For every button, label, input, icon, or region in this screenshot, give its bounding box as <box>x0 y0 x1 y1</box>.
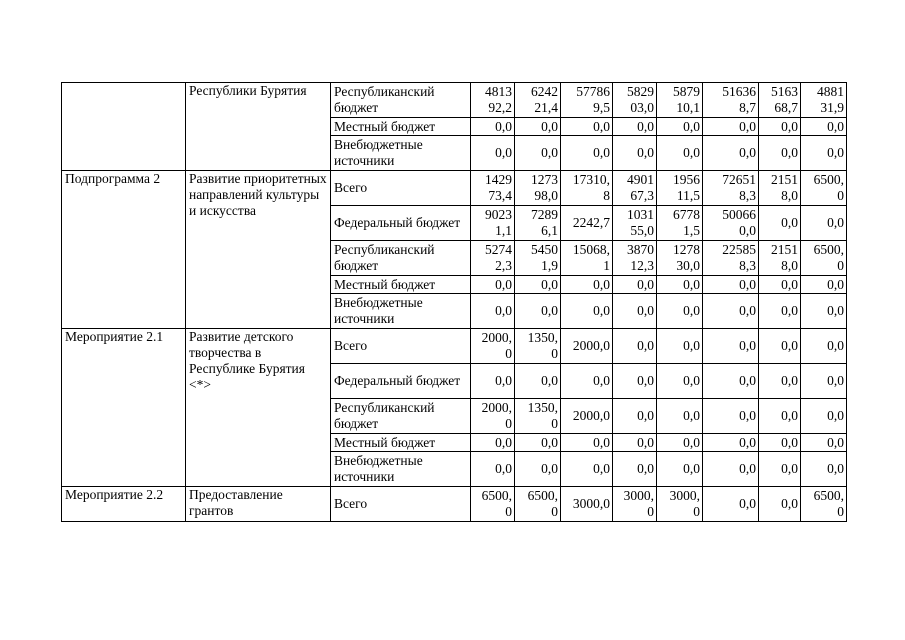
value-line: 98,0 <box>534 188 558 203</box>
table-row <box>62 487 847 522</box>
value-line: 5829 <box>627 84 654 99</box>
value-cell: 0,0 <box>561 452 613 487</box>
value-cell <box>613 83 657 118</box>
value-line: 1,1 <box>495 223 512 238</box>
value-cell: 2000,0 <box>561 399 613 434</box>
value-cell: 0,0 <box>703 452 759 487</box>
value-cell: 0,0 <box>613 434 657 452</box>
value-line: 0 <box>551 504 558 519</box>
value-cell: 0,0 <box>515 364 561 399</box>
value-line: 3000, <box>669 488 700 503</box>
value-cell: 0,0 <box>471 118 515 136</box>
value-cell: 0,0 <box>801 136 847 171</box>
value-cell: 0,0 <box>703 294 759 329</box>
value-line: 4881 <box>817 84 844 99</box>
value-line: 6,1 <box>541 223 558 238</box>
value-cell <box>471 171 515 206</box>
value-line: 0 <box>551 416 558 431</box>
value-cell <box>471 83 515 118</box>
value-cell: 0,0 <box>703 399 759 434</box>
value-line: 8,3 <box>739 258 756 273</box>
value-cell <box>613 171 657 206</box>
value-line: 17310, <box>572 172 610 187</box>
value-cell: 0,0 <box>561 294 613 329</box>
value-cell <box>471 241 515 276</box>
value-line: 0,0 <box>739 223 756 238</box>
value-cell: 0,0 <box>801 276 847 294</box>
value-cell <box>657 487 703 522</box>
value-cell <box>657 83 703 118</box>
value-cell: 0,0 <box>801 399 847 434</box>
value-cell: 0,0 <box>561 364 613 399</box>
value-cell: 0,0 <box>561 136 613 171</box>
value-line: 0 <box>505 504 512 519</box>
value-cell: 0,0 <box>613 118 657 136</box>
value-cell: 0,0 <box>759 452 801 487</box>
value-line: 6242 <box>531 84 558 99</box>
value-line: 1,9 <box>541 258 558 273</box>
value-line: 22585 <box>722 242 756 257</box>
value-cell: 0,0 <box>703 434 759 452</box>
value-cell <box>515 206 561 241</box>
value-cell: 0,0 <box>703 329 759 364</box>
value-cell: 0,0 <box>657 329 703 364</box>
value-cell: 0,0 <box>515 276 561 294</box>
value-line: 1273 <box>531 172 558 187</box>
value-cell: 0,0 <box>801 452 847 487</box>
value-line: 0 <box>837 188 844 203</box>
value-cell: 0,0 <box>515 118 561 136</box>
value-line: 1278 <box>673 242 700 257</box>
value-cell: 0,0 <box>613 136 657 171</box>
budget-table <box>61 82 847 522</box>
value-line: 2151 <box>771 242 798 257</box>
value-line: 5274 <box>485 242 512 257</box>
value-line: 9023 <box>485 207 512 222</box>
value-cell: 0,0 <box>657 452 703 487</box>
value-cell <box>515 171 561 206</box>
value-line: 21,4 <box>534 100 558 115</box>
table-row <box>62 171 847 206</box>
value-cell: 0,0 <box>561 434 613 452</box>
value-cell: 0,0 <box>515 434 561 452</box>
value-line: 92,2 <box>488 100 512 115</box>
value-line: 72651 <box>722 172 756 187</box>
value-cell: 0,0 <box>703 118 759 136</box>
funding-source-cell: Внебюджетные источники <box>331 136 471 171</box>
value-cell <box>801 241 847 276</box>
value-line: 0 <box>647 504 654 519</box>
value-cell: 0,0 <box>471 452 515 487</box>
value-cell <box>801 171 847 206</box>
program-title-cell: Предоставление грантов <box>186 487 331 522</box>
value-cell: 0,0 <box>759 136 801 171</box>
value-cell: 0,0 <box>471 276 515 294</box>
value-line: 2000, <box>481 330 512 345</box>
value-cell: 0,0 <box>801 206 847 241</box>
value-cell <box>657 171 703 206</box>
value-cell: 0,0 <box>471 294 515 329</box>
value-line: 0 <box>551 346 558 361</box>
value-cell: 0,0 <box>759 399 801 434</box>
value-cell: 0,0 <box>657 136 703 171</box>
value-line: 2151 <box>771 172 798 187</box>
value-cell: 0,0 <box>561 118 613 136</box>
value-line: 2000, <box>481 400 512 415</box>
value-cell <box>471 399 515 434</box>
value-line: 1 <box>603 258 610 273</box>
value-line: 10,1 <box>676 100 700 115</box>
funding-source-cell: Внебюджетные источники <box>331 452 471 487</box>
value-cell: 0,0 <box>759 276 801 294</box>
value-cell <box>657 241 703 276</box>
value-line: 8 <box>603 188 610 203</box>
value-cell <box>471 206 515 241</box>
value-line: 8,3 <box>739 188 756 203</box>
value-line: 6500, <box>813 172 844 187</box>
value-line: 6500, <box>527 488 558 503</box>
value-line: 3000, <box>623 488 654 503</box>
value-cell: 0,0 <box>759 294 801 329</box>
value-cell: 0,0 <box>657 276 703 294</box>
table-row <box>62 329 847 364</box>
value-line: 0 <box>505 346 512 361</box>
value-cell: 0,0 <box>759 329 801 364</box>
value-line: 1,5 <box>683 223 700 238</box>
value-cell: 0,0 <box>759 434 801 452</box>
value-cell <box>759 83 801 118</box>
value-cell: 0,0 <box>703 364 759 399</box>
value-cell <box>561 171 613 206</box>
value-cell: 0,0 <box>759 118 801 136</box>
value-cell: 0,0 <box>703 136 759 171</box>
value-line: 57786 <box>576 84 610 99</box>
program-label-cell: Мероприятие 2.1 <box>62 329 186 487</box>
value-cell <box>759 171 801 206</box>
value-cell: 0,0 <box>515 136 561 171</box>
budget-table-body <box>62 83 847 522</box>
value-line: 51636 <box>722 84 756 99</box>
value-line: 4901 <box>627 172 654 187</box>
value-line: 12,3 <box>630 258 654 273</box>
value-cell <box>657 206 703 241</box>
value-line: 0 <box>693 504 700 519</box>
value-cell: 0,0 <box>657 118 703 136</box>
value-cell: 0,0 <box>759 206 801 241</box>
value-cell: 0,0 <box>759 487 801 522</box>
value-cell: 0,0 <box>657 399 703 434</box>
program-label-cell: Мероприятие 2.2 <box>62 487 186 522</box>
program-title-cell: Развитие детского творчества в Республике Бурятия <*> <box>186 329 331 487</box>
value-line: 0 <box>837 504 844 519</box>
funding-source-cell: Местный бюджет <box>331 276 471 294</box>
value-cell: 0,0 <box>471 136 515 171</box>
program-label-cell: Подпрограмма 2 <box>62 171 186 329</box>
value-cell: 0,0 <box>613 276 657 294</box>
value-line: 2,3 <box>495 258 512 273</box>
value-cell: 0,0 <box>801 329 847 364</box>
value-cell: 0,0 <box>657 294 703 329</box>
value-line: 11,5 <box>676 188 700 203</box>
value-cell <box>703 171 759 206</box>
value-line: 9,5 <box>593 100 610 115</box>
funding-source-cell: Республиканский бюджет <box>331 83 471 118</box>
value-cell: 0,0 <box>515 452 561 487</box>
funding-source-cell: Местный бюджет <box>331 434 471 452</box>
value-line: 5163 <box>771 84 798 99</box>
value-cell <box>703 83 759 118</box>
value-line: 03,0 <box>630 100 654 115</box>
value-cell <box>471 329 515 364</box>
value-cell <box>515 241 561 276</box>
value-cell <box>471 487 515 522</box>
value-line: 15068, <box>572 242 610 257</box>
funding-source-cell: Республиканский бюджет <box>331 241 471 276</box>
value-cell: 0,0 <box>613 294 657 329</box>
value-cell <box>515 83 561 118</box>
value-line: 73,4 <box>488 188 512 203</box>
value-cell: 0,0 <box>703 276 759 294</box>
table-row <box>62 83 847 118</box>
value-line: 67,3 <box>630 188 654 203</box>
value-cell <box>759 241 801 276</box>
value-cell <box>703 241 759 276</box>
value-cell <box>515 399 561 434</box>
value-line: 8,0 <box>781 258 798 273</box>
value-line: 31,9 <box>820 100 844 115</box>
value-line: 3870 <box>627 242 654 257</box>
program-title-cell: Развитие приоритетных направлений культуры и искусства <box>186 171 331 329</box>
value-cell: 0,0 <box>471 434 515 452</box>
value-cell: 0,0 <box>759 364 801 399</box>
value-cell <box>801 83 847 118</box>
value-line: 8,0 <box>781 188 798 203</box>
value-cell: 2242,7 <box>561 206 613 241</box>
value-cell <box>703 206 759 241</box>
funding-source-cell: Федеральный бюджет <box>331 206 471 241</box>
value-line: 5879 <box>673 84 700 99</box>
value-cell <box>561 83 613 118</box>
funding-source-cell: Федеральный бюджет <box>331 364 471 399</box>
value-line: 1350, <box>527 330 558 345</box>
value-cell: 0,0 <box>613 452 657 487</box>
value-cell <box>613 206 657 241</box>
funding-source-cell: Республиканский бюджет <box>331 399 471 434</box>
program-title-cell: Республики Бурятия <box>186 83 331 171</box>
value-line: 7289 <box>531 207 558 222</box>
value-cell: 0,0 <box>515 294 561 329</box>
value-cell: 0,0 <box>703 487 759 522</box>
value-line: 5450 <box>531 242 558 257</box>
value-line: 8,7 <box>739 100 756 115</box>
value-cell: 3000,0 <box>561 487 613 522</box>
value-cell: 0,0 <box>471 364 515 399</box>
value-cell: 0,0 <box>657 434 703 452</box>
value-cell <box>613 241 657 276</box>
value-line: 6500, <box>813 488 844 503</box>
value-line: 4813 <box>485 84 512 99</box>
value-cell <box>515 329 561 364</box>
value-line: 1031 <box>627 207 654 222</box>
value-cell: 0,0 <box>613 364 657 399</box>
value-line: 0 <box>837 258 844 273</box>
value-line: 0 <box>505 416 512 431</box>
funding-source-cell: Внебюджетные источники <box>331 294 471 329</box>
value-line: 6500, <box>813 242 844 257</box>
value-line: 1429 <box>485 172 512 187</box>
value-cell: 0,0 <box>561 276 613 294</box>
value-cell: 0,0 <box>801 118 847 136</box>
funding-source-cell: Всего <box>331 329 471 364</box>
value-cell: 0,0 <box>801 364 847 399</box>
program-label-cell <box>62 83 186 171</box>
value-line: 68,7 <box>774 100 798 115</box>
value-line: 6778 <box>673 207 700 222</box>
funding-source-cell: Всего <box>331 487 471 522</box>
value-cell <box>561 241 613 276</box>
value-cell: 0,0 <box>657 364 703 399</box>
value-cell <box>613 487 657 522</box>
funding-source-cell: Всего <box>331 171 471 206</box>
value-line: 50066 <box>722 207 756 222</box>
value-line: 1350, <box>527 400 558 415</box>
value-line: 55,0 <box>630 223 654 238</box>
value-line: 6500, <box>481 488 512 503</box>
value-cell: 0,0 <box>613 399 657 434</box>
value-cell <box>801 487 847 522</box>
value-cell: 0,0 <box>801 434 847 452</box>
value-line: 30,0 <box>676 258 700 273</box>
value-line: 1956 <box>673 172 700 187</box>
value-cell <box>515 487 561 522</box>
value-cell: 0,0 <box>613 329 657 364</box>
value-cell: 0,0 <box>801 294 847 329</box>
funding-source-cell: Местный бюджет <box>331 118 471 136</box>
value-cell: 2000,0 <box>561 329 613 364</box>
